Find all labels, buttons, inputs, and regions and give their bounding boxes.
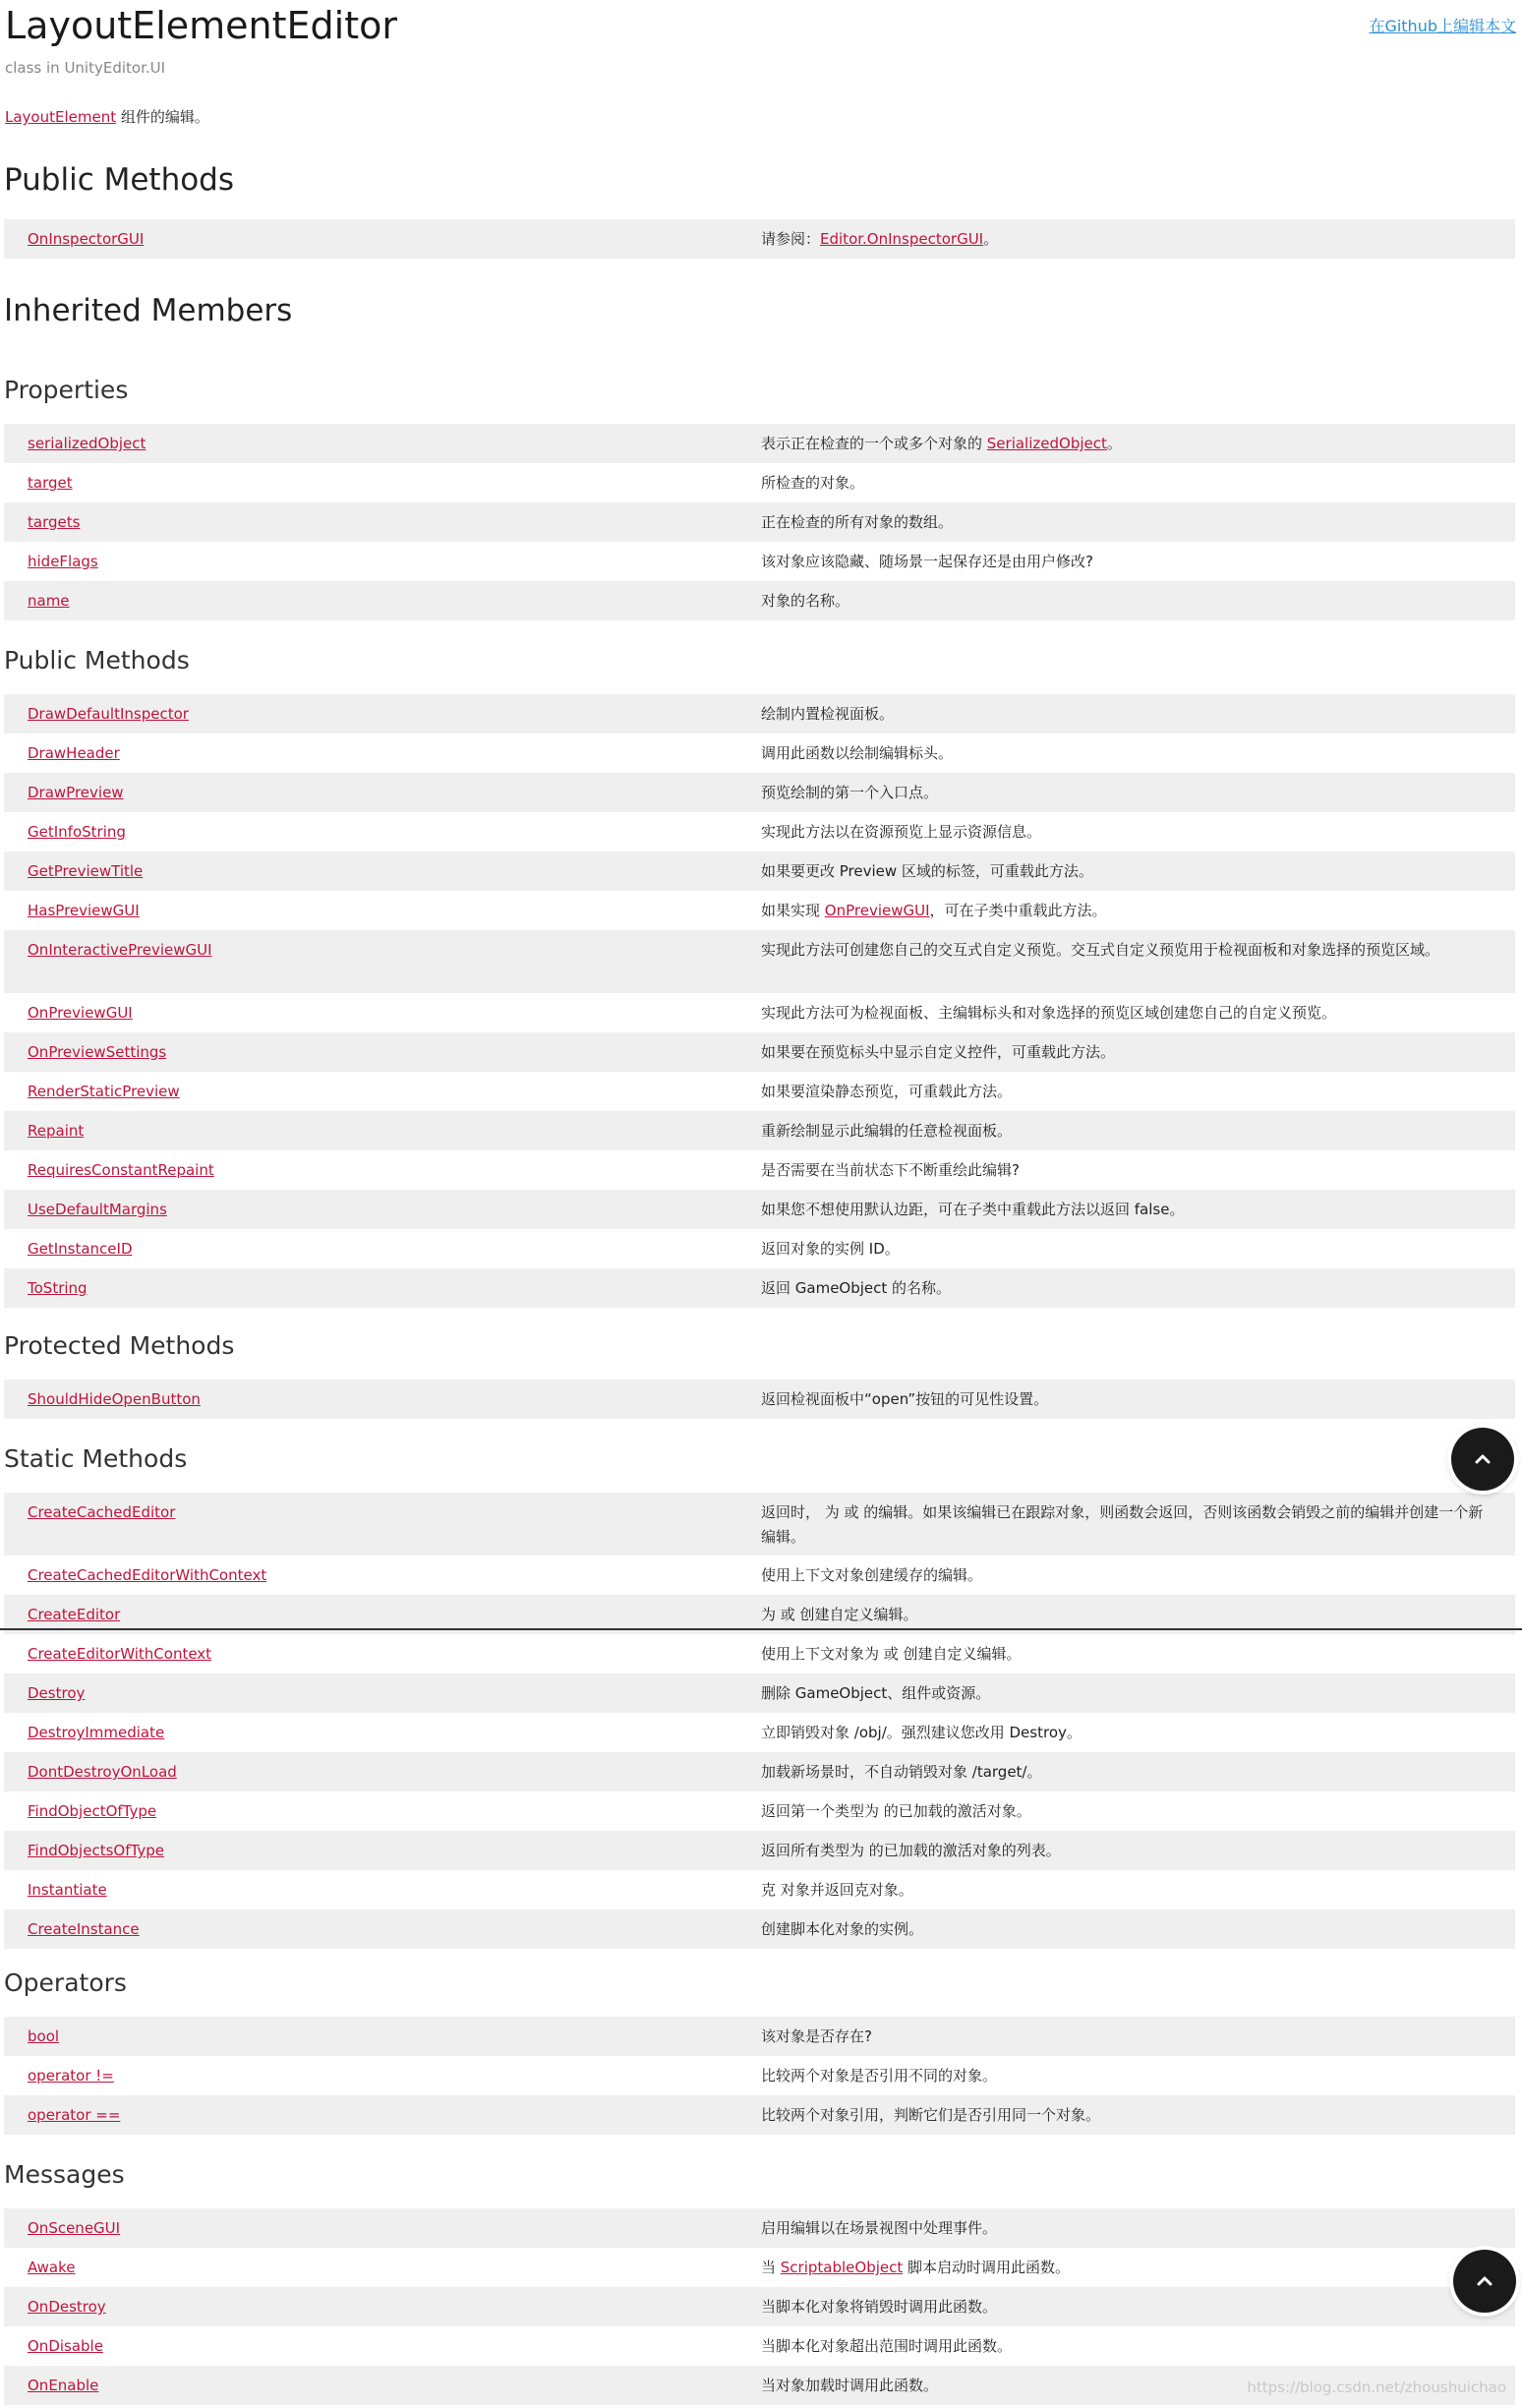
table-row <box>4 891 1515 930</box>
member-link[interactable]: hideFlags <box>28 553 98 570</box>
members-table <box>4 424 1515 620</box>
member-name-cell <box>4 1556 761 1588</box>
description-text: 比较两个对象引用，判断它们是否引用同一个对象。 <box>761 2106 1101 2124</box>
member-description <box>761 1111 1515 1144</box>
description-text: 正在检查的所有对象的数组。 <box>761 513 954 531</box>
section-title: Operators <box>4 1968 127 1997</box>
table-row <box>4 1713 1515 1752</box>
member-name-cell <box>4 1752 761 1785</box>
member-name-cell <box>4 1268 761 1301</box>
table-row <box>4 542 1515 581</box>
table-row <box>4 581 1515 620</box>
member-link[interactable]: OnEnable <box>28 2377 99 2394</box>
description-text: 如果您不想使用默认边距，可在子类中重载此方法以返回 false。 <box>761 1201 1185 1218</box>
description-text: 实现此方法以在资源预览上显示资源信息。 <box>761 823 1042 841</box>
member-description <box>761 2326 1515 2359</box>
member-description <box>761 1380 1515 1412</box>
section-title: Properties <box>4 376 129 404</box>
table-row <box>4 930 1515 993</box>
member-link[interactable]: ShouldHideOpenButton <box>28 1390 201 1408</box>
member-name-cell <box>4 1229 761 1262</box>
member-link[interactable]: DrawHeader <box>28 744 120 762</box>
member-link[interactable]: GetInfoString <box>28 823 126 841</box>
members-table <box>4 2208 1515 2405</box>
table-row <box>4 1634 1515 1674</box>
table-row <box>4 1150 1515 1190</box>
member-link[interactable]: FindObjectsOfType <box>28 1842 164 1859</box>
table-row <box>4 1111 1515 1150</box>
table-row <box>4 2017 1515 2056</box>
description-text: 绘制内置检视面板。 <box>761 705 895 723</box>
description-text: 实现此方法可创建您自己的交互式自定义预览。交互式自定义预览用于检视面板和对象选择的预览区域。 <box>761 941 1440 959</box>
member-description <box>761 1909 1515 1942</box>
description-text: 克 对象并返回克对象。 <box>761 1881 913 1899</box>
member-description <box>761 1190 1515 1222</box>
description-text: 返回时， 为 或 的编辑。如果该编辑已在跟踪对象，则函数会返回，否则该函数会销毁之前的编辑并创建一个新编辑。 <box>761 1503 1484 1546</box>
table-row <box>4 1380 1515 1419</box>
description-text: 使用上下文对象为 或 创建自定义编辑。 <box>761 1645 1022 1663</box>
member-name-cell <box>4 2095 761 2128</box>
description-text: 如果实现 <box>761 902 825 919</box>
member-link[interactable]: CreateCachedEditorWithContext <box>28 1566 267 1584</box>
table-row <box>4 219 1515 259</box>
member-description <box>761 1831 1515 1863</box>
member-link[interactable]: DestroyImmediate <box>28 1724 165 1741</box>
member-name-cell <box>4 2017 761 2049</box>
member-link[interactable]: operator == <box>28 2106 121 2124</box>
github-edit-link[interactable]: 在Github上编辑本文 <box>1369 17 1516 35</box>
member-name-cell <box>4 694 761 727</box>
member-description <box>761 1493 1515 1550</box>
member-link[interactable]: HasPreviewGUI <box>28 902 140 919</box>
member-name-cell <box>4 502 761 535</box>
member-description <box>761 734 1515 766</box>
table-row <box>4 2095 1515 2135</box>
member-description <box>761 1595 1515 1627</box>
table-row <box>4 1032 1515 1072</box>
member-description <box>761 930 1515 963</box>
member-description <box>761 424 1515 456</box>
description-text: 使用上下文对象创建缓存的编辑。 <box>761 1566 983 1584</box>
member-link[interactable]: name <box>28 592 70 610</box>
member-name-cell <box>4 424 761 456</box>
member-link[interactable]: OnSceneGUI <box>28 2219 121 2237</box>
table-row <box>4 424 1515 463</box>
description-text: 删除 GameObject、组件或资源。 <box>761 1684 991 1702</box>
description-text: 立即销毁对象 /obj/。强烈建议您改用 Destroy。 <box>761 1724 1082 1741</box>
description-text: 返回对象的实例 ID。 <box>761 1240 900 1258</box>
member-description <box>761 2208 1515 2241</box>
member-name-cell <box>4 773 761 805</box>
member-name-cell <box>4 2056 761 2088</box>
member-description <box>761 1713 1515 1745</box>
description-link[interactable]: Editor.OnInspectorGUI <box>820 230 984 248</box>
member-description <box>761 1674 1515 1706</box>
description-text: 返回检视面板中“open”按钮的可见性设置。 <box>761 1390 1049 1408</box>
table-row <box>4 463 1515 502</box>
member-description <box>761 1268 1515 1301</box>
members-table <box>4 219 1515 259</box>
member-link[interactable]: ToString <box>28 1279 88 1297</box>
table-row <box>4 694 1515 734</box>
member-name-cell <box>4 1595 761 1627</box>
section-title: Inherited Members <box>4 293 293 328</box>
section-title: Messages <box>4 2160 125 2189</box>
member-name-cell <box>4 852 761 884</box>
description-text: 对象的名称。 <box>761 592 850 610</box>
table-row <box>4 1674 1515 1713</box>
member-link[interactable]: OnDisable <box>28 2337 103 2355</box>
member-link[interactable]: FindObjectOfType <box>28 1802 157 1820</box>
description-text: 重新绘制显示此编辑的任意检视面板。 <box>761 1122 1013 1140</box>
member-description <box>761 891 1515 923</box>
member-description <box>761 581 1515 614</box>
description-text: 是否需要在当前状态下不断重绘此编辑? <box>761 1161 1020 1179</box>
table-row <box>4 1791 1515 1831</box>
member-name-cell <box>4 2287 761 2320</box>
member-name-cell <box>4 1150 761 1183</box>
member-name-cell <box>4 1909 761 1942</box>
member-description <box>761 219 1515 252</box>
member-link[interactable]: Repaint <box>28 1122 85 1140</box>
table-row <box>4 2326 1515 2366</box>
table-row <box>4 812 1515 852</box>
scroll-to-top-button[interactable] <box>1453 2250 1516 2313</box>
description-link[interactable]: LayoutElement <box>5 108 117 126</box>
description-text: 当脚本化对象超出范围时调用此函数。 <box>761 2337 1013 2355</box>
description-text: ，可在子类中重载此方法。 <box>929 902 1107 919</box>
member-name-cell <box>4 1870 761 1903</box>
member-name-cell <box>4 1634 761 1667</box>
description-text: 返回所有类型为 的已加载的激活对象的列表。 <box>761 1842 1061 1859</box>
table-row <box>4 1072 1515 1111</box>
members-table <box>4 2017 1515 2135</box>
member-name-cell <box>4 2366 761 2398</box>
member-link[interactable]: GetPreviewTitle <box>28 862 144 880</box>
table-row <box>4 2287 1515 2326</box>
member-name-cell <box>4 1380 761 1412</box>
member-name-cell <box>4 812 761 845</box>
member-name-cell <box>4 581 761 614</box>
table-row <box>4 1831 1515 1870</box>
divider-line <box>0 1628 1522 1630</box>
member-description <box>761 2095 1515 2128</box>
member-description <box>761 852 1515 884</box>
description-text: 所检查的对象。 <box>761 474 865 492</box>
member-link[interactable]: OnDestroy <box>28 2298 106 2316</box>
description-text: 表示正在检查的一个或多个对象的 <box>761 435 987 452</box>
member-link[interactable]: OnInteractivePreviewGUI <box>28 941 212 959</box>
member-name-cell <box>4 1111 761 1144</box>
member-name-cell <box>4 1831 761 1863</box>
member-name-cell <box>4 2248 761 2280</box>
table-row <box>4 734 1515 773</box>
table-row <box>4 852 1515 891</box>
member-link[interactable]: CreateInstance <box>28 1920 140 1938</box>
member-link[interactable]: Instantiate <box>28 1881 107 1899</box>
description-text: 返回 GameObject 的名称。 <box>761 1279 952 1297</box>
member-name-cell <box>4 1791 761 1824</box>
description-text: 该对象是否存在? <box>761 2027 872 2045</box>
description-text: 当对象加载时调用此函数。 <box>761 2377 939 2394</box>
members-table <box>4 1493 1515 1949</box>
description-text: 脚本启动时调用此函数。 <box>903 2259 1071 2276</box>
description-text: 启用编辑以在场景视图中处理事件。 <box>761 2219 998 2237</box>
table-row <box>4 502 1515 542</box>
member-description <box>761 2287 1515 2320</box>
member-description <box>761 2248 1515 2280</box>
member-name-cell <box>4 1190 761 1222</box>
member-description <box>761 542 1515 574</box>
member-link[interactable]: serializedObject <box>28 435 146 452</box>
table-row <box>4 1229 1515 1268</box>
member-link[interactable]: operator != <box>28 2067 114 2085</box>
member-link[interactable]: targets <box>28 513 81 531</box>
description-link[interactable]: OnPreviewGUI <box>824 902 930 919</box>
section-title: Static Methods <box>4 1444 188 1473</box>
member-link[interactable]: DrawDefaultInspector <box>28 705 189 723</box>
description-text: 预览绘制的第一个入口点。 <box>761 784 939 801</box>
member-name-cell <box>4 930 761 963</box>
member-description <box>761 694 1515 727</box>
section-title: Protected Methods <box>4 1331 235 1360</box>
member-name-cell <box>4 891 761 923</box>
description-text: 。 <box>1106 435 1122 452</box>
member-description <box>761 1229 1515 1262</box>
section-title: Public Methods <box>4 646 190 675</box>
member-description <box>761 1752 1515 1785</box>
watermark: https://blog.csdn.net/zhoushuichao <box>1247 2379 1506 2396</box>
member-description <box>761 2017 1515 2049</box>
table-row <box>4 1752 1515 1791</box>
description-text: 当脚本化对象将销毁时调用此函数。 <box>761 2298 998 2316</box>
table-row <box>4 2248 1515 2287</box>
member-link[interactable]: CreateEditorWithContext <box>28 1645 212 1663</box>
member-name-cell <box>4 219 761 252</box>
description-text: 调用此函数以绘制编辑标头。 <box>761 744 954 762</box>
member-link[interactable]: DrawPreview <box>28 784 124 801</box>
member-link[interactable]: UseDefaultMargins <box>28 1201 167 1218</box>
member-description <box>761 463 1515 496</box>
member-link[interactable]: DontDestroyOnLoad <box>28 1763 177 1781</box>
member-link[interactable]: CreateEditor <box>28 1606 121 1623</box>
member-link[interactable]: OnPreviewGUI <box>28 1004 133 1022</box>
members-table <box>4 694 1515 1308</box>
member-name-cell <box>4 542 761 574</box>
member-description <box>761 1150 1515 1183</box>
member-name-cell <box>4 463 761 496</box>
member-description <box>761 773 1515 805</box>
table-row <box>4 2056 1515 2095</box>
table-row <box>4 1493 1515 1556</box>
table-row <box>4 1870 1515 1909</box>
table-row <box>4 773 1515 812</box>
description-text: 返回第一个类型为 的已加载的激活对象。 <box>761 1802 1031 1820</box>
member-description <box>761 1072 1515 1104</box>
description-text: 比较两个对象是否引用不同的对象。 <box>761 2067 998 2085</box>
member-link[interactable]: bool <box>28 2027 60 2045</box>
page-description <box>5 106 209 127</box>
member-name-cell <box>4 1032 761 1065</box>
member-description <box>761 993 1515 1026</box>
table-row <box>4 1190 1515 1229</box>
member-link[interactable]: GetInstanceID <box>28 1240 133 1258</box>
member-link[interactable]: OnPreviewSettings <box>28 1043 167 1061</box>
description-text: 实现此方法可为检视面板、主编辑标头和对象选择的预览区域创建您自己的自定义预览。 <box>761 1004 1337 1022</box>
member-description <box>761 1634 1515 1667</box>
page-title: LayoutElementEditor <box>5 4 397 47</box>
description-text: 加载新场景时，不自动销毁对象 /target/。 <box>761 1763 1042 1781</box>
member-name-cell <box>4 1493 761 1525</box>
member-description <box>761 1032 1515 1065</box>
table-row <box>4 1268 1515 1308</box>
page-subtitle: class in UnityEditor.UI <box>5 59 166 77</box>
description-text: 组件的编辑。 <box>116 108 209 126</box>
table-row <box>4 993 1515 1032</box>
chevron-up-icon <box>1473 2269 1496 2293</box>
member-description <box>761 1870 1515 1903</box>
description-text: 如果要在预览标头中显示自定义控件，可重载此方法。 <box>761 1043 1116 1061</box>
member-description <box>761 812 1515 845</box>
table-row <box>4 2208 1515 2248</box>
member-link[interactable]: RenderStaticPreview <box>28 1083 180 1100</box>
member-name-cell <box>4 734 761 766</box>
member-name-cell <box>4 2326 761 2359</box>
member-link[interactable]: Destroy <box>28 1684 86 1702</box>
member-name-cell <box>4 1072 761 1104</box>
member-link[interactable]: target <box>28 474 73 492</box>
member-description <box>761 1791 1515 1824</box>
member-link[interactable]: OnInspectorGUI <box>28 230 145 248</box>
members-table <box>4 1380 1515 1419</box>
description-text: 为 或 创建自定义编辑。 <box>761 1606 918 1623</box>
scroll-to-top-button[interactable] <box>1451 1428 1514 1491</box>
member-description <box>761 1556 1515 1588</box>
member-name-cell <box>4 2208 761 2241</box>
description-text: 如果要更改 Preview 区域的标签，可重载此方法。 <box>761 862 1093 880</box>
description-text: 当 <box>761 2259 781 2276</box>
member-link[interactable]: RequiresConstantRepaint <box>28 1161 214 1179</box>
member-name-cell <box>4 1674 761 1706</box>
member-name-cell <box>4 993 761 1026</box>
description-text: 。 <box>983 230 999 248</box>
member-description <box>761 2056 1515 2088</box>
member-link[interactable]: CreateCachedEditor <box>28 1503 176 1521</box>
description-text: 创建脚本化对象的实例。 <box>761 1920 924 1938</box>
section-title: Public Methods <box>4 162 235 198</box>
description-text: 该对象应该隐藏、随场景一起保存还是由用户修改? <box>761 553 1093 570</box>
member-description <box>761 502 1515 535</box>
member-link[interactable]: Awake <box>28 2259 76 2276</box>
description-text: 请参阅： <box>761 230 821 248</box>
table-row <box>4 1556 1515 1595</box>
member-name-cell <box>4 1713 761 1745</box>
chevron-up-icon <box>1471 1447 1494 1471</box>
table-row <box>4 1909 1515 1949</box>
description-link[interactable]: ScriptableObject <box>780 2259 904 2276</box>
description-link[interactable]: SerializedObject <box>986 435 1107 452</box>
description-text: 如果要渲染静态预览，可重载此方法。 <box>761 1083 1013 1100</box>
